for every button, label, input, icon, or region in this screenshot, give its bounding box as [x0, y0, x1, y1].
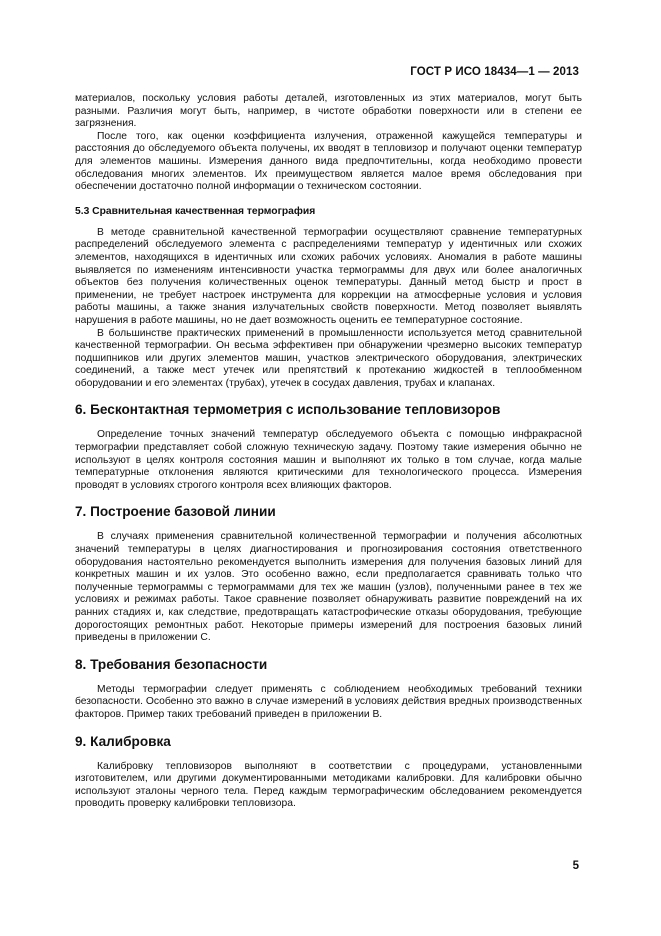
section-5-3-paragraph-2: В большинстве практических применений в промышленности используется метод сравнительной качественной термографии. Он весьма эффективен при обнаружении чрезмерно высоких температур подшипников или других элементов машин, участков электрического оборудования, электрических соединений, а также мест утечек или препятствий к протеканию жидкостей в теплообменном оборудовании и его элементах (трубах), утечек в сосудах давления, трубах и клапанах.	[75, 327, 582, 389]
section-7-heading: 7. Построение базовой линии	[75, 504, 276, 520]
intro-paragraph-2: После того, как оценки коэффициента излучения, отраженной кажущейся температуры и расстояния до обследуемого объекта получены, их вводят в тепловизор и получают оценки температур для элементов машины. Измерения данного вида предпочтительны, когда необходимо провести обследования многих элементов. Их преимуществом является малое время обследования при обеспечении достаточно полной информации о техническом состоянии.	[75, 130, 582, 193]
document-body	[75, 93, 582, 811]
section-7-paragraph-1: В случаях применения сравнительной количественной термографии и получения абсолютных значений температуры в целях диагностирования и прогнозирования состояния ответственного оборудования настоятельно рекомендуется выполнить измерения для получения базовых линий для конкретных машин и их узлов. Это особенно важно, если предполагается сравнивать только что полученные термограммы с термограммами для тех же машин (узлов), полученными ранее в тех же условиях и режимах работы. Такое сравнение позволяет обнаруживать развитие повреждений на их ранних стадиях и, как следствие, предотвращать катастрофические отказы оборудования, требующие дорогостоящих ремонтных работ. Некоторые примеры измерений для построения базовых линий приведены в приложении С.	[75, 531, 582, 644]
section-6-paragraph-1: Определение точных значений температур обследуемого объекта с помощью инфракрасной термографии представляет собой сложную техническую задачу. Поэтому такие измерения обычно не используют в целях контроля состояния машин и выполняют их только в том случае, когда малые температурные отклонения являются критическими для технологического процесса. Измерения проводят в условиях строгого контроля всех влияющих факторов.	[75, 429, 582, 491]
section-8-paragraph-1: Методы термографии следует применять с соблюдением необходимых требований техники безопасности. Особенно это важно в случае измерений в условиях действия вредных производственных факторов. Пример таких требований приведен в приложении В.	[75, 683, 582, 720]
section-9-heading: 9. Калибровка	[75, 733, 171, 749]
intro-paragraph-1: материалов, поскольку условия работы деталей, изготовленных из этих материалов, могут быть разными. Различия могут быть, например, в чистоте обработки поверхности или в степени ее загрязнения.	[75, 93, 582, 130]
section-5-3-heading: 5.3 Сравнительная качественная термография	[75, 205, 316, 217]
standard-code-header: ГОСТ Р ИСО 18434—1 — 2013	[410, 66, 579, 78]
section-8-heading: 8. Требования безопасности	[75, 656, 268, 672]
section-5-3-paragraph-1: В методе сравнительной качественной термографии осуществляют сравнение температурных распределений обследуемого элемента с распределениями температур у идентичных или схожих элементов, находящихся в идентичных или схожих рабочих условиях. Аномалия в работе машины выявляется по изменениям интенсивности участка термограммы для двух или более аналогичных объектов без получения количественных оценок температуры. Данный метод быстр и прост в применении, не требует настроек инструмента для коррекции на атмосферные условия и условия работы машины, а также знания излучательных свойств поверхности. Метод позволяет выявлять нарушения в работе машины, но не дает возможность оценить ее температурное состояние.	[75, 226, 582, 326]
page-number: 5	[572, 860, 579, 872]
section-9-paragraph-1: Калибровку тепловизоров выполняют в соответствии с процедурами, установленными изготовителем, или другими документированными методиками калибровки. Для калибровки обычно используют эталоны черного тела. Перед каждым термографическим обследованием рекомендуется проводить проверку калибровки тепловизора.	[75, 760, 582, 810]
section-6-heading: 6. Бесконтактная термометрия с использование тепловизоров	[75, 402, 501, 418]
